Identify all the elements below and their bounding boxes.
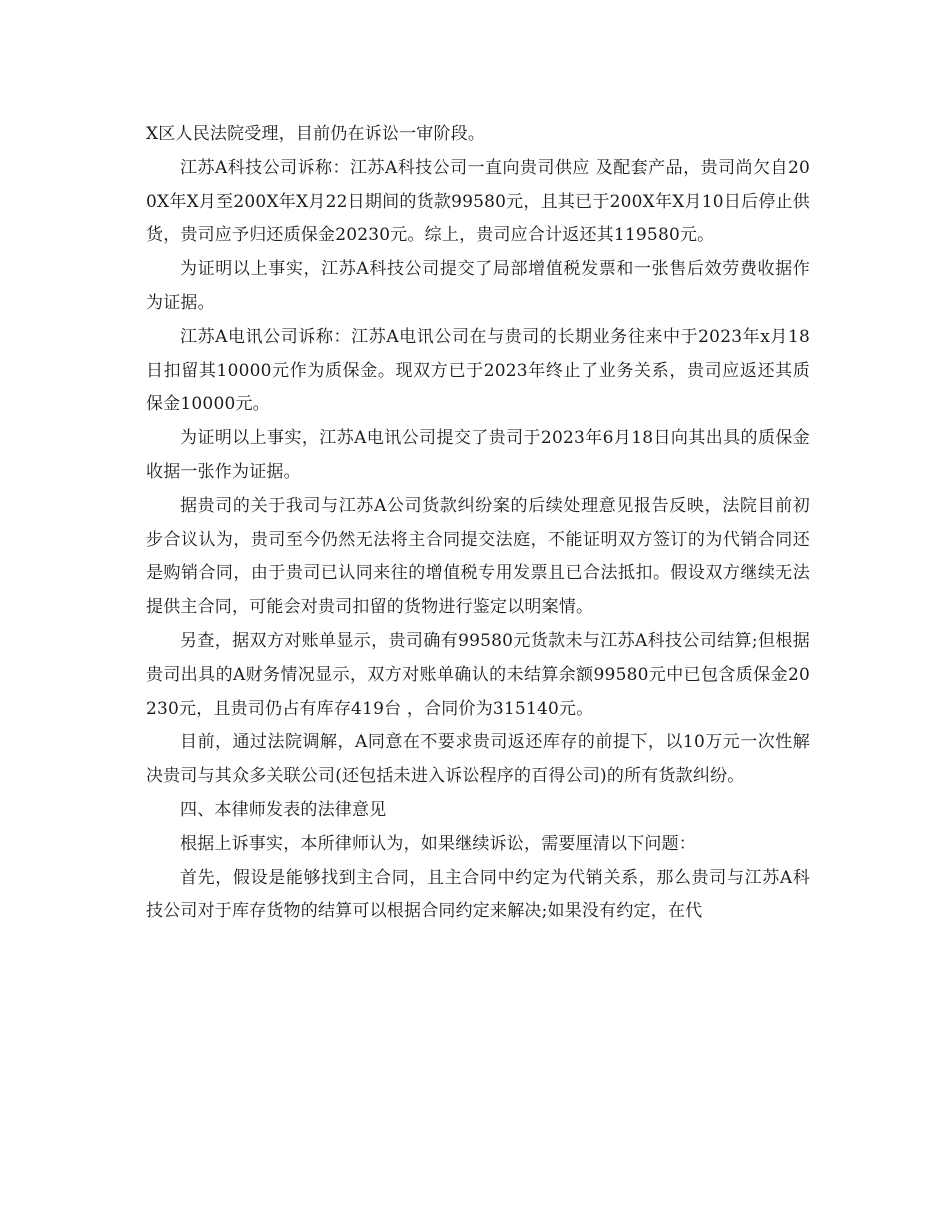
paragraph-10: 首先，假设是能够找到主合同，且主合同中约定为代销关系，那么贵司与江苏A科技公司对于库存货物的结算可以根据合同约定来解决;如果没有约定，在代 (146, 867, 810, 922)
document-body (146, 118, 810, 929)
paragraph-8: 目前，通过法院调解，A同意在不要求贵司返还库存的前提下，以10万元一次性解决贵司与其众多关联公司(还包括未进入诉讼程序的百得公司)的所有货款纠纷。 (146, 732, 810, 787)
paragraph-2: 江苏A科技公司诉称：江苏A科技公司一直向贵司供应 及配套产品，贵司尚欠自200X年X月至200X年X月22日期间的货款99580元，且其已于200X年X月10日后停止供货，贵司应予归还质保金20230元。综上，贵司应合计返还其119580元。 (146, 157, 810, 246)
section-heading: 四、本律师发表的法律意见 (180, 799, 387, 820)
paragraph-5: 为证明以上事实，江苏A电讯公司提交了贵司于2023年6月18日向其出具的质保金收据一张作为证据。 (146, 428, 810, 482)
paragraph-6: 据贵司的关于我司与江苏A公司货款纠纷案的后续处理意见报告反映，法院目前初步合议认为，贵司至今仍然无法将主合同提交法庭，不能证明双方签订的为代销合同还是购销合同，由于贵司已认同来往的增值税专用发票且已合法抵扣。假设双方继续无法提供主合同，可能会对贵司扣留的货物进行鉴定以明案情。 (146, 495, 810, 618)
paragraph-3: 为证明以上事实，江苏A科技公司提交了局部增值税发票和一张售后效劳费收据作为证据。 (146, 259, 810, 313)
paragraph-1: X区人民法院受理，目前仍在诉讼一审阶段。 (146, 124, 486, 144)
paragraph-7: 另查，据双方对账单显示，贵司确有99580元货款未与江苏A科技公司结算;但根据贵司出具的A财务情况显示，双方对账单确认的未结算余额99580元中已包含质保金20230元，且贵司仍占有库存419台 ，合同价为315140元。 (146, 630, 810, 719)
paragraph-4: 江苏A电讯公司诉称：江苏A电讯公司在与贵司的长期业务往来中于2023年x月18日扣留其10000元作为质保金。现双方已于2023年终止了业务关系，贵司应返还其质保金10000元。 (146, 326, 810, 415)
paragraph-9: 根据上诉事实，本所律师认为，如果继续诉讼，需要厘清以下问题： (180, 833, 696, 854)
